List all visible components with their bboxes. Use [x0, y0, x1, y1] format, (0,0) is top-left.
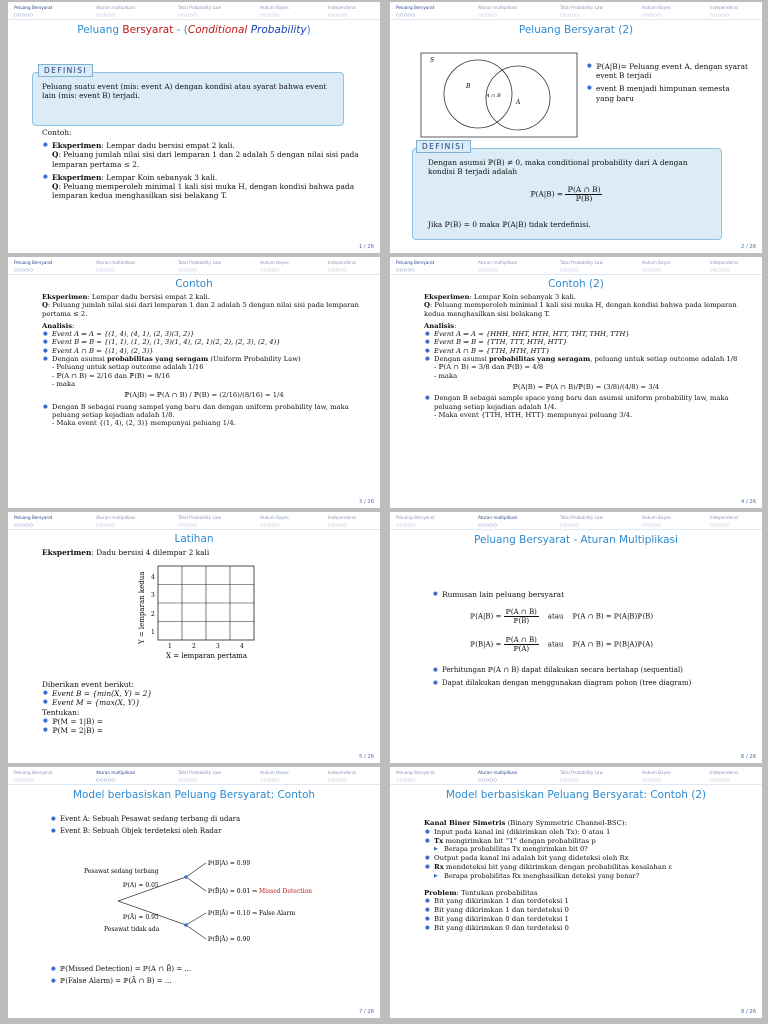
nav-item-total-probability[interactable]: Total Probability Law [560, 770, 603, 775]
nav-progress-dots: ○○○○○ [96, 522, 116, 527]
title-part: Probability [247, 24, 307, 36]
nav-item-hukum-bayes[interactable]: Hukum Bayes [260, 770, 289, 775]
eq-denominator: ℙ(B) [513, 617, 530, 625]
list-item [424, 863, 748, 872]
list-item: ● Dapat dilakukan dengan menggunakan diagram pohon (tree diagram) [432, 679, 748, 688]
nav-item-hukum-bayes[interactable]: Hukum Bayes [260, 515, 289, 520]
slide-6 [390, 512, 762, 763]
list-item: ● Event A ∩ B = {TTH, HTH, HTT} [424, 347, 748, 355]
list-item: ● ℙ(M = 2|B) = [42, 726, 366, 735]
nav-progress-dots: ○○○○○ [14, 267, 34, 272]
tree-branch [118, 901, 186, 925]
tree-prob: ℙ(Ā) = 0.95 [123, 914, 159, 921]
list-item: ● Perhitungan ℙ(A ∩ B) dapat dilakukan secara bertahap (sequential) [432, 666, 748, 675]
tree-branch [118, 877, 186, 901]
bold-text: Eksperimen [52, 172, 102, 182]
tree-branch [186, 925, 206, 939]
title-part: Bersyarat [122, 24, 174, 36]
item-text: - ℙ(A ∩ B) = 2/16 dan ℙ(B) = 8/16 [52, 371, 170, 380]
nav-progress-dots: ○○○○○ [178, 267, 198, 272]
nav-progress-dots: ○○○○○ [710, 777, 730, 782]
bold-text: Analisis [424, 321, 455, 330]
example-list [42, 141, 366, 200]
bold-text: Kanal Biner Simetris [424, 819, 506, 827]
bold-text: Problem [424, 888, 457, 897]
eq-numerator: ℙ(A ∩ B) [505, 636, 537, 644]
nav-progress-dots: ○○○○○ [642, 777, 662, 782]
item-text: - Peluang untuk setiap outcome adalah 1/16 [52, 363, 204, 372]
item-text: : Tentukan probabilitas [456, 888, 538, 897]
list-item: ● event B menjadi himpunan semesta yang baru [586, 84, 750, 102]
item-text: : Peluang jumlah nilai sisi dari lemparan 1 dan 2 adalah 5 dengan nilai sisi pada lemparan pertama ≤ 2. [52, 150, 359, 169]
equation: ℙ(A|B) = ℙ(A ∩ B)/ℙ(B) = (3/8)/(4/8) = 3/4 [512, 382, 660, 391]
nav-item-independensi[interactable]: Independensi [328, 515, 357, 520]
tree-leaf: ℙ(B|A) = 0.99 [208, 860, 251, 867]
tree-prob: ℙ(A) = 0.05 [123, 882, 159, 889]
x-tick: 3 [216, 643, 220, 650]
bold-text: Eksperimen [42, 293, 88, 301]
nav-item-aturan-multiplikasi[interactable]: Aturan multiplikasi [478, 260, 518, 265]
nav-progress-dots: ○○○○○ [260, 777, 280, 782]
eq-numerator: ℙ(A ∩ B) [505, 608, 537, 616]
list-item: ● Event B ⇒ B = {(1, 1), (1, 2), (1, 3)(1, 4), (2, 1)(2, 2), (2, 3), (2, 4)} [42, 338, 366, 346]
definition-note: Jika ℙ(B) = 0 maka ℙ(A|B) tidak terdefinisi. [428, 220, 591, 229]
x-tick: 2 [192, 643, 196, 650]
eq-denominator: ℙ(A) [513, 645, 530, 653]
nav-progress-dots: ○○○○○ [560, 12, 580, 17]
page-number: 2 / 26 [741, 244, 756, 250]
list-item: ● ℙ(Missed Detection) = ℙ(A ∩ B̄) = ... [50, 965, 366, 974]
y-tick: 3 [151, 592, 155, 599]
item-text: : Peluang memperoleh minimal 1 kali sisi muka H, dengan kondisi bahwa pada lemparan kedua menghasilkan sisi belakang T. [52, 182, 355, 201]
venn-label-a: A [516, 99, 521, 106]
contoh-label: Contoh: [42, 128, 72, 137]
nav-item-independensi[interactable]: Independensi [710, 5, 739, 10]
tree-node [184, 875, 188, 879]
title-part: - ( [173, 24, 188, 36]
nav-progress-dots: ○○○○○ [96, 777, 116, 782]
tree-leaf [208, 888, 312, 895]
tree-branch [186, 913, 206, 925]
slide-8 [390, 767, 762, 1018]
given-label: Diberikan event berikut: [42, 680, 134, 689]
x-tick: 1 [168, 643, 172, 650]
list-item [42, 403, 366, 428]
venn-label-b: B [466, 83, 471, 90]
title-part: Conditional [187, 24, 248, 36]
slide-4 [390, 257, 762, 508]
tree-label: Pesawat tidak ada [104, 926, 160, 933]
nav-item-aturan-multiplikasi[interactable]: Aturan multiplikasi [96, 770, 136, 775]
nav-progress-dots: ○○○○○ [14, 12, 34, 17]
rule-2 [470, 636, 748, 653]
slide-nav [8, 512, 380, 530]
nav-item-aturan-multiplikasi[interactable]: Aturan multiplikasi [478, 770, 518, 775]
list-item [42, 173, 366, 201]
title-part: Peluang [77, 24, 123, 36]
item-text: : Lempar Koin sebanyak 3 kali. [469, 293, 576, 301]
leaf-text: ℙ(B̄|A) = 0.01 ⇒ [208, 888, 258, 895]
nav-item-aturan-multiplikasi[interactable]: Aturan multiplikasi [478, 515, 518, 520]
eq-numerator: ℙ(A ∩ B) [567, 185, 601, 194]
item-text: - Maka event {(1, 4), (2, 3)} mempunyai peluang 1/4. [52, 419, 236, 428]
list-item [42, 355, 366, 388]
item-text: : Lempar dadu bersisi empat 2 kali. [101, 141, 235, 151]
list-item: ● Event B = {min(X, Y) = 2} [42, 689, 366, 698]
nav-item-total-probability[interactable]: Total Probability Law [178, 5, 221, 10]
slide-title [8, 24, 380, 36]
nav-progress-dots: ○○○○○ [396, 522, 416, 527]
slide-nav [8, 257, 380, 275]
nav-progress-dots: ○○○○○ [478, 12, 498, 17]
nav-item-hukum-bayes[interactable]: Hukum Bayes [642, 770, 671, 775]
nav-progress-dots: ○○○○○ [642, 12, 662, 17]
list-item: ● Bit yang dikirimkan 1 dan terdeteksi 0 [424, 906, 748, 915]
nav-item-peluang-bersyarat[interactable]: Peluang Bersyarat [396, 770, 435, 775]
bold-text: Q [52, 150, 59, 160]
slide-5 [8, 512, 380, 763]
item-text: - maka [52, 379, 76, 388]
nav-progress-dots: ○○○○○ [14, 522, 34, 527]
nav-item-peluang-bersyarat[interactable]: Peluang Bersyarat [396, 260, 435, 265]
nav-progress-dots: ○○○○○ [642, 522, 662, 527]
list-item: ● Output pada kanal ini adalah bit yang dideteksi oleh Rx [424, 854, 748, 863]
nav-progress-dots: ○○○○○ [396, 267, 416, 272]
nav-progress-dots: ○○○○○ [710, 267, 730, 272]
item-text: (Binary Symmetric Channel-BSC): [505, 819, 627, 827]
slide-3 [8, 257, 380, 508]
venn-diagram [420, 52, 580, 140]
nav-progress-dots: ○○○○○ [260, 12, 280, 17]
y-axis-label: Y = lemparan kedua [138, 571, 146, 644]
slide-body [42, 128, 366, 200]
item-text: , peluang untuk setiap outcome adalah 1/8 [590, 355, 738, 364]
nav-progress-dots: ○○○○○ [478, 267, 498, 272]
list-item: ● Event A ⇒ A = {HHH, HHT, HTH, HTT, THT, THH, TTH} [424, 330, 748, 338]
sub-list-item: ▶ Berapa probabilitas Rx menghasilkan deteksi yang benar? [424, 872, 748, 881]
nav-progress-dots: ○○○○○ [560, 522, 580, 527]
nav-item-independensi[interactable]: Independensi [710, 770, 739, 775]
page-number: 5 / 26 [359, 754, 374, 760]
item-text: mengirimkan bit “1” dengan probabilitas p [443, 836, 596, 845]
nav-item-independensi[interactable]: Independensi [328, 770, 357, 775]
page-number: 3 / 26 [359, 499, 374, 505]
list-item: ● Event B ⇒ B = {TTH, TTT, HTH, HTT} [424, 338, 748, 346]
nav-item-aturan-multiplikasi[interactable]: Aturan multiplikasi [96, 515, 136, 520]
list-item: ● ℙ(False Alarm) = ℙ(Ā ∩ B) = ... [50, 977, 366, 986]
eq-fraction [504, 636, 539, 653]
nav-item-total-probability[interactable]: Total Probability Law [178, 770, 221, 775]
page-number: 7 / 26 [359, 1009, 374, 1015]
item-text: - Maka event {TTH, HTH, HTT} mempunyai peluang 3/4. [434, 410, 633, 419]
nav-item-peluang-bersyarat[interactable]: Peluang Bersyarat [14, 5, 53, 10]
list-item: ● Input pada kanal ini (dikirimkan oleh Tx): 0 atau 1 [424, 828, 748, 837]
definition-label: DEFINISI [416, 140, 471, 153]
rule-1 [470, 608, 748, 625]
eq-or: atau [547, 640, 564, 649]
list-item: ● Bit yang dikirimkan 0 dan terdeteksi 1 [424, 915, 748, 924]
item-text: Dengan B sebagai sample space yang baru dan asumsi uniform probability law, maka peluang setiap kejadian adalah 1/4. [434, 394, 729, 411]
list-item: ● ℙ(M = 1|B) = [42, 717, 366, 726]
nav-item-independensi[interactable]: Independensi [328, 5, 357, 10]
nav-progress-dots: ○○○○○ [178, 777, 198, 782]
item-text: - maka [434, 371, 458, 380]
nav-progress-dots: ○○○○○ [14, 777, 34, 782]
leaf-highlight: Missed Detection [259, 888, 313, 895]
item-text: : Lempar Koin sebanyak 3 kali. [101, 172, 218, 182]
nav-progress-dots: ○○○○○ [396, 777, 416, 782]
list-item: ● ℙ(A|B)= Peluang event A, dengan syarat event B terjadi [586, 62, 750, 80]
nav-progress-dots: ○○○○○ [642, 267, 662, 272]
bold-text: Tx [434, 836, 444, 845]
slide-body [42, 548, 366, 557]
eq-rhs: ℙ(A ∩ B) = ℙ(A|B)ℙ(B) [572, 612, 654, 621]
nav-item-aturan-multiplikasi[interactable]: Aturan multiplikasi [96, 5, 136, 10]
nav-item-hukum-bayes[interactable]: Hukum Bayes [642, 260, 671, 265]
eq-fraction [504, 608, 539, 625]
definition-text: Peluang suatu event (mis: event A) dengan kondisi atau syarat bahwa event lain (mis: event B) terjadi. [42, 82, 327, 101]
item-text: Dengan asumsi [434, 355, 489, 364]
eq-lhs: ℙ(A|B) = [530, 189, 564, 199]
y-tick: 1 [151, 629, 155, 636]
slide-body [586, 62, 750, 103]
nav-progress-dots: ○○○○○ [710, 522, 730, 527]
eq-or: atau [547, 612, 564, 621]
bold-text: Eksperimen [52, 141, 102, 151]
definition-text: Dengan asumsi ℙ(B) ≠ 0, maka conditional probability dari A dengan kondisi B terjadi adalah [428, 158, 688, 177]
bold-text: Analisis [42, 321, 73, 330]
bold-text: Q [424, 301, 430, 310]
slide-title: Peluang Bersyarat (2) [518, 24, 634, 36]
slide-title: Model berbasiskan Peluang Bersyarat: Contoh (2) [445, 789, 707, 801]
nav-item-peluang-bersyarat[interactable]: Peluang Bersyarat [396, 5, 435, 10]
slide-title: Model berbasiskan Peluang Bersyarat: Contoh [72, 789, 316, 801]
item-text: mendeteksi bit yang dikirimkan dengan probabilitas kesalahan ε [443, 862, 673, 871]
slide-body: Eksperimen: Lempar Koin sebanyak 3 kali. Q: Peluang memperoleh minimal 1 kali sisi muka H, dengan kondisi bahwa pada lemparan kedua menghasilkan sisi belakang T. Analisis: ● Event A ⇒ A = {HHH, HHT, HTH, HTT, THT, THH, TTH} ● Event B ⇒ B = {TTH, TTT, HTH, HTT} ● Event A ∩ B = {TTH, HTH, HTT} ● Dengan asumsi probabilitas yang seragam, peluang untuk setiap outcome adalah 1/8 - ℙ(A ∩ B) = 3/8 dan ℙ(B) = 4/8 - maka ℙ(A|B) = ℙ(A ∩ B)/ℙ(B) = (3/8)/(4/8) = 3/4 ● Dengan B sebagai sample space yang baru dan asumsi uniform probability law, maka peluang setiap kejadian adalah 1/4. - Maka event {TTH, HTH, HTT} mempunyai peluang 3/4. [424, 293, 748, 419]
nav-progress-dots: ○○○○○ [328, 522, 348, 527]
nav-progress-dots: ○○○○○ [478, 522, 498, 527]
y-tick: 2 [151, 611, 155, 618]
grid-diagram [128, 562, 268, 672]
nav-item-hukum-bayes[interactable]: Hukum Bayes [260, 260, 289, 265]
slide-nav [8, 767, 380, 785]
nav-item-peluang-bersyarat[interactable]: Peluang Bersyarat [14, 515, 53, 520]
venn-label-s: S [430, 57, 435, 64]
tree-branch [186, 877, 206, 891]
sub-list-item: ▶ Berapa probabilitas Tx mengirimkan bit 0? [424, 845, 748, 854]
tree-diagram [78, 851, 368, 951]
nav-progress-dots: ○○○○○ [96, 12, 116, 17]
bold-text: Rx [434, 862, 444, 871]
bold-text: Q [52, 182, 59, 192]
venn-label-ab: A ∩ B [486, 93, 501, 99]
tree-node [184, 923, 188, 927]
slide-title: Peluang Bersyarat - Aturan Multiplikasi [474, 534, 678, 546]
slide-body-2 [50, 965, 366, 986]
slide-nav [390, 2, 762, 20]
list-item: ● Event M = {max(X, Y)} [42, 698, 366, 707]
slide-body [424, 819, 748, 933]
item-text: Dengan B sebagai ruang sampel yang baru dan dengan uniform probability law, maka peluang setiap kejadian adalah 1/8. [52, 402, 349, 419]
item-text: : Dadu bersisi 4 dilempar 2 kali [91, 548, 210, 557]
eq-lhs: ℙ(B|A) = [470, 640, 502, 649]
nav-item-hukum-bayes[interactable]: Hukum Bayes [642, 515, 671, 520]
nav-progress-dots: ○○○○○ [96, 267, 116, 272]
nav-progress-dots: ○○○○○ [328, 777, 348, 782]
list-item: ● Event B: Sebuah Objek terdeteksi oleh Radar [50, 827, 366, 836]
nav-item-total-probability[interactable]: Total Probability Law [178, 515, 221, 520]
nav-progress-dots: ○○○○○ [260, 267, 280, 272]
item-text: (Uniform Probability Law) [208, 355, 301, 364]
nav-item-independensi[interactable]: Independensi [710, 260, 739, 265]
x-tick: 4 [240, 643, 244, 650]
nav-progress-dots: ○○○○○ [560, 777, 580, 782]
list-item [424, 355, 748, 380]
item-text: : Peluang memperoleh minimal 1 kali sisi muka H, dengan kondisi bahwa pada lemparan kedua menghasilkan sisi belakang T. [424, 301, 737, 318]
slide-body-2 [432, 666, 748, 688]
nav-progress-dots: ○○○○○ [328, 267, 348, 272]
y-tick: 4 [151, 574, 155, 581]
nav-item-independensi[interactable]: Independensi [328, 260, 357, 265]
nav-item-aturan-multiplikasi[interactable]: Aturan multiplikasi [478, 5, 518, 10]
nav-item-peluang-bersyarat[interactable]: Peluang Bersyarat [396, 515, 435, 520]
item-text: - ℙ(A ∩ B) = 3/8 dan ℙ(B) = 4/8 [434, 363, 544, 372]
list-item [42, 141, 366, 169]
title-part: ) [306, 24, 311, 36]
nav-item-peluang-bersyarat[interactable]: Peluang Bersyarat [14, 260, 53, 265]
tree-leaf: ℙ(B|Ā) = 0.10 ⇒ False Alarm [208, 910, 296, 917]
slide-1 [8, 2, 380, 253]
slide-body: Eksperimen: Lempar dadu bersisi empat 2 kali. Q: Peluang jumlah nilai sisi dari lemparan 1 dan 2 adalah 5 dengan nilai sisi pada lemparan pertama ≤ 2. Analisis: ● Event A ⇒ A = {(1, 4), (4, 1), (2, 3)(3, 2)} ● Event B ⇒ B = {(1, 1), (1, 2), (1, 3)(1, 4), (2, 1)(2, 2), (2, 3), (2, 4)} ● Event A ∩ B = {(1, 4), (2, 3)} ● Dengan asumsi probabilitas yang seragam (Uniform Probability Law) - Peluang untuk setiap outcome adalah 1/16 - ℙ(A ∩ B) = 2/16 dan ℙ(B) = 8/16 - maka ℙ(A|B) = ℙ(A ∩ B) / ℙ(B) = (2/16)/(8/16) = 1/4 ● Dengan B sebagai ruang sampel yang baru dan dengan uniform probability law, maka peluang setiap kejadian adalah 1/8. - Maka event {(1, 4), (2, 3)} mempunyai peluang 1/4. [42, 293, 366, 427]
nav-progress-dots: ○○○○○ [710, 12, 730, 17]
page-number: 4 / 26 [741, 499, 756, 505]
eq-rhs: ℙ(A ∩ B) = ℙ(B|A)ℙ(A) [572, 640, 653, 649]
tentukan-label: Tentukan: [42, 707, 80, 717]
slide-body [50, 815, 366, 836]
list-item: ● Rumusan lain peluang bersyarat [432, 590, 748, 599]
slide-nav [390, 767, 762, 785]
page-number: 8 / 26 [741, 1009, 756, 1015]
bold-text: probabilitas yang seragam [488, 355, 591, 364]
list-item: ● Event A: Sebuah Pesawat sedang terbang di udara [50, 815, 366, 824]
x-axis-label: X = lemparan pertama [166, 652, 247, 660]
page-number: 1 / 26 [359, 244, 374, 250]
nav-progress-dots: ○○○○○ [328, 12, 348, 17]
item-text: : Lempar dadu bersisi empat 2 kali. [87, 293, 210, 301]
definition-equation [530, 186, 690, 203]
page-number: 6 / 26 [741, 754, 756, 760]
nav-progress-dots: ○○○○○ [478, 777, 498, 782]
tree-leaf: ℙ(B̄|Ā) = 0.90 [208, 936, 251, 943]
nav-item-total-probability[interactable]: Total Probability Law [560, 515, 603, 520]
slide-body-2 [42, 680, 366, 735]
slide-body [432, 590, 748, 599]
slide-nav [390, 257, 762, 275]
equation: ℙ(A|B) = ℙ(A ∩ B) / ℙ(B) = (2/16)/(8/16) = 1/4 [124, 391, 284, 400]
list-item: ● Event A ⇒ A = {(1, 4), (4, 1), (2, 3)(3, 2)} [42, 330, 366, 338]
slide-2 [390, 2, 762, 253]
tree-branch [186, 863, 206, 877]
nav-item-independensi[interactable]: Independensi [710, 515, 739, 520]
eq-lhs: ℙ(A|B) = [470, 612, 502, 621]
nav-progress-dots: ○○○○○ [260, 522, 280, 527]
eq-denominator: ℙ(B) [575, 194, 593, 203]
tree-label: Pesawat sedang terbang [84, 868, 159, 875]
slide-title: Latihan [174, 533, 214, 545]
list-item: ● Event A ∩ B = {(1, 4), (2, 3)} [42, 347, 366, 355]
list-item [424, 837, 748, 846]
item-text: Dengan asumsi [52, 355, 107, 364]
bold-text: Eksperimen [424, 293, 470, 301]
nav-item-hukum-bayes[interactable]: Hukum Bayes [642, 5, 671, 10]
slide-title: Contoh (2) [548, 278, 604, 290]
slide-title: Contoh [175, 278, 213, 290]
definition-label: DEFINISI [38, 64, 93, 77]
nav-progress-dots: ○○○○○ [178, 522, 198, 527]
bold-text: probabilitas yang seragam [106, 355, 209, 364]
bold-text: Q [42, 301, 48, 310]
list-item [424, 394, 748, 419]
nav-item-total-probability[interactable]: Total Probability Law [178, 260, 221, 265]
nav-progress-dots: ○○○○○ [396, 12, 416, 17]
nav-item-aturan-multiplikasi[interactable]: Aturan multiplikasi [96, 260, 136, 265]
bold-text: Eksperimen [42, 548, 92, 557]
nav-item-total-probability[interactable]: Total Probability Law [560, 5, 603, 10]
list-item: ● Bit yang dikirimkan 0 dan terdeteksi 0 [424, 924, 748, 933]
slide-nav [8, 2, 380, 20]
nav-item-hukum-bayes[interactable]: Hukum Bayes [260, 5, 289, 10]
nav-progress-dots: ○○○○○ [178, 12, 198, 17]
slide-nav [390, 512, 762, 530]
slide-7 [8, 767, 380, 1018]
list-item: ● Bit yang dikirimkan 1 dan terdeteksi 1 [424, 897, 748, 906]
nav-item-total-probability[interactable]: Total Probability Law [560, 260, 603, 265]
item-text: : Peluang jumlah nilai sisi dari lemparan 1 dan 2 adalah 5 dengan nilai sisi pada lemparan pertama ≤ 2. [42, 301, 359, 318]
nav-item-peluang-bersyarat[interactable]: Peluang Bersyarat [14, 770, 53, 775]
eq-fraction [565, 186, 602, 203]
nav-progress-dots: ○○○○○ [560, 267, 580, 272]
